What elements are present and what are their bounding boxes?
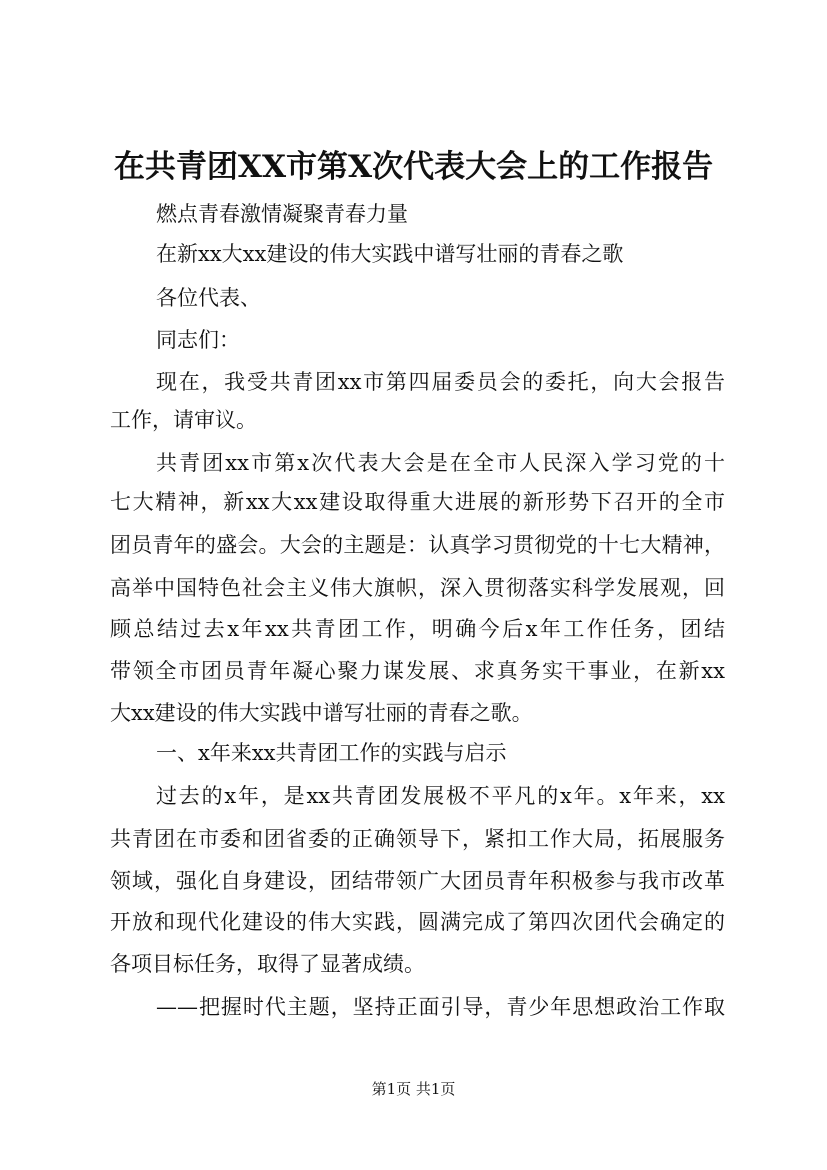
paragraph-line: 开放和现代化建设的伟大实践，圆满完成了第四次团代会确定的	[110, 910, 725, 934]
document-title: 在共青团XX市第X次代表大会上的工作报告	[113, 149, 714, 185]
subtitle-line: 燃点青春激情凝聚青春力量	[156, 202, 408, 226]
salutation-line: 同志们：	[156, 328, 240, 352]
salutation-line: 各位代表、	[156, 286, 261, 310]
paragraph-line: 带领全市团员青年凝心聚力谋发展、求真务实干事业，在新xx	[110, 659, 725, 683]
paragraph-line: 现在，我受共青团xx市第四届委员会的委托，向大会报告	[156, 370, 725, 394]
paragraph-line: 大xx建设的伟大实践中谱写壮丽的青春之歌。	[110, 701, 533, 725]
paragraph-line: 工作，请审议。	[110, 408, 257, 432]
paragraph-line: 共青团xx市第x次代表大会是在全市人民深入学习党的十	[156, 451, 725, 475]
section-heading: 一、x年来xx共青团工作的实践与启示	[156, 741, 507, 765]
paragraph-line: 各项目标任务，取得了显著成绩。	[110, 952, 425, 976]
paragraph-line: 共青团在市委和团省委的正确领导下，紧扣工作大局，拓展服务	[110, 827, 725, 851]
paragraph-line: 过去的x年，是xx共青团发展极不平凡的x年。x年来，xx	[156, 784, 725, 808]
paragraph-line: 团员青年的盛会。大会的主题是：认真学习贯彻党的十七大精神，	[110, 533, 725, 557]
paragraph-line: ——把握时代主题，坚持正面引导，青少年思想政治工作取	[156, 995, 725, 1019]
paragraph-line: 七大精神，新xx大xx建设取得重大进展的新形势下召开的全市	[110, 490, 725, 514]
subtitle-line: 在新xx大xx建设的伟大实践中谱写壮丽的青春之歌	[156, 242, 624, 266]
paragraph-line: 领域，强化自身建设，团结带领广大团员青年积极参与我市改革	[110, 869, 725, 893]
paragraph-line: 高举中国特色社会主义伟大旗帜，深入贯彻落实科学发展观，回	[110, 576, 725, 600]
paragraph-line: 顾总结过去x年xx共青团工作，明确今后x年工作任务，团结	[110, 617, 725, 641]
page-number-footer: 第1页 共1页	[371, 1080, 456, 1098]
